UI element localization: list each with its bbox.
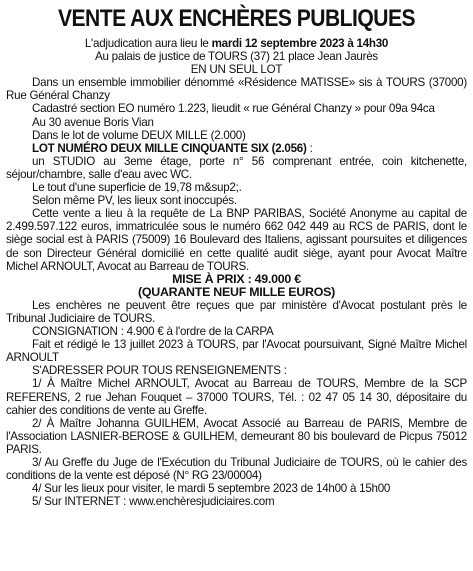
cadastre-line: Cadastré section EO numéro 1.223, lieudit « rue Général Chanzy » pour 09a 94ca [32, 102, 435, 116]
lot-suffix: : [306, 141, 313, 155]
lot-label: LOT NUMÉRO DEUX MILLE CINQUANTE SIX (2.056) [32, 141, 307, 155]
contact-item: 1/ À Maître Michel ARNOULT, Avocat au Barreau de TOURS, Membre de la SCP REFERENS, 2 rue Jehan Fouquet – 37000 TOURS, Tél. : 02 47 05 14 30, dépositaire du cahier des conditions de vente au Greffe. [6, 377, 467, 417]
contact-item: 2/ À Maître Johanna GUILHEM, Avocat Associé au Barreau de PARIS, Membre de l'Association LASNIER-BEROSE & GUILHEM, demeurant 80 bis boulevard de Picpus 75012 PARIS. [6, 416, 467, 456]
notice-body [6, 37, 467, 508]
renseignements-title: S'ADRESSER POUR TOUS RENSEIGNEMENTS : [32, 364, 287, 378]
requester-paragraph: Cette vente a lieu à la requête de La BNP PARIBAS, Société Anonyme au capital de 2.499.597.122 euros, immatriculée sous le numéro 662 042 449 au RCS de PARIS, dont le siège social est à PARIS (75009) 16 Boulevard des Italiens, agissant poursuites et diligences de son Directeur Général domicilié en cette qualité audit siège, ayant pour Avocat Maître Michel ARNOULT, Avocat au Barreau de TOURS. [6, 207, 467, 273]
lot-description: un STUDIO au 3eme étage, porte n° 56 comprenant entrée, coin kitchenette, séjour/chambre, salle d'eau avec WC. [6, 154, 467, 181]
redige-line: Fait et rédigé le 13 juillet 2023 à TOURS, par l'Avocat poursuivant, Signé Maître Michel ARNOULT [6, 338, 467, 365]
property-address: Au 30 avenue Boris Vian [32, 115, 154, 129]
adjudication-line [6, 37, 467, 50]
volume-line: Dans le lot de volume DEUX MILLE (2.000) [32, 128, 246, 142]
enchere-note: Les enchères ne peuvent être reçues que par ministère d'Avocat postulant près le Tribunal Judiciaire de TOURS. [6, 298, 467, 325]
property-description: Dans un ensemble immobilier dénommé «Résidence MATISSE» sis à TOURS (37000) Rue Général Chanzy [6, 76, 467, 103]
surface-line: Le tout d'une superficie de 19,78 m&sup2;. [32, 181, 242, 195]
adjudication-date: mardi 12 septembre 2023 à 14h30 [211, 37, 389, 50]
mise-a-prix: MISE À PRIX : 49.000 € [172, 271, 301, 286]
adjudication-place: Au palais de justice de TOURS (37) 21 place Jean Jaurès [95, 50, 378, 64]
consignation-line: CONSIGNATION : 4.900 € à l'ordre de la CARPA [32, 325, 274, 339]
notice-title: VENTE AUX ENCHÈRES PUBLIQUES [57, 5, 416, 32]
adjudication-prefix: L'adjudication aura lieu le [84, 37, 212, 50]
mise-a-prix-words: (QUARANTE NEUF MILLE EUROS) [138, 284, 335, 299]
lot-line [6, 142, 467, 155]
contact-item: 5/ Sur INTERNET : www.enchèresjudiciaires.com [32, 495, 275, 509]
contact-item: 3/ Au Greffe du Juge de l'Exécution du Tribunal Judiciaire de TOURS, où le cahier des conditions de la vente est déposé (N° RG 23/00004) [6, 456, 467, 483]
lot-mode: EN UN SEUL LOT [190, 63, 283, 77]
contact-item: 4/ Sur les lieux pour visiter, le mardi 5 septembre 2023 de 14h00 à 15h00 [32, 482, 391, 496]
occupation-line: Selon même PV, les lieux sont inoccupés. [32, 194, 237, 208]
